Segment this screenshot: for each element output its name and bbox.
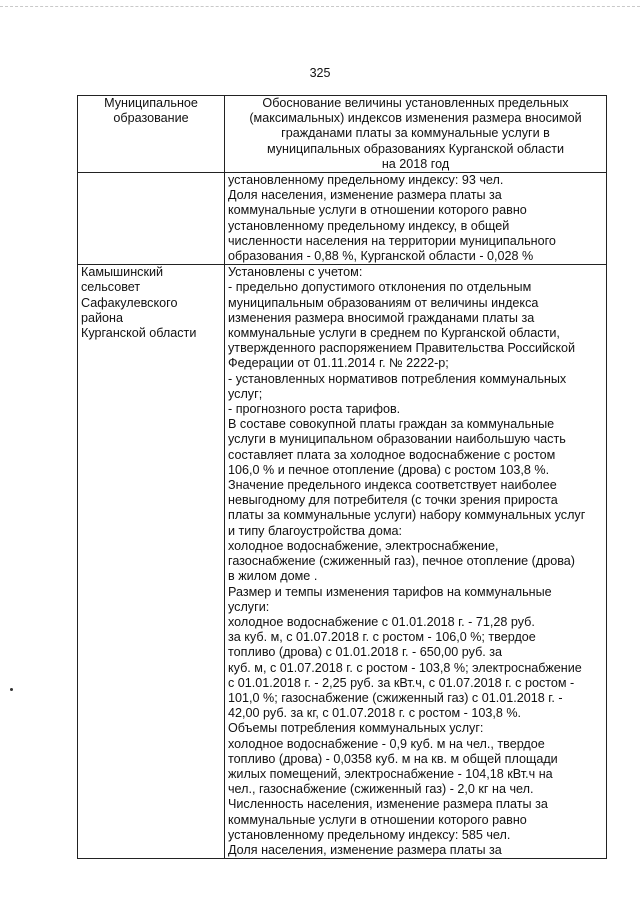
text-line: установленному предельному индексу, в общей	[228, 218, 510, 233]
text-line: Доля населения, изменение размера платы за	[228, 188, 502, 203]
text-line: 42,00 руб. за кг, с 01.07.2018 г. с ростом - 103,8 %.	[228, 706, 522, 721]
text-line: составляет плата за холодное водоснабжение с ростом	[228, 447, 556, 462]
text-line: утвержденного распоряжением Правительства Российской	[228, 341, 576, 356]
text-line: Камышинский	[81, 265, 164, 280]
text-line: Сафакулевского	[81, 295, 178, 310]
text-line: коммунальные услуги в среднем по Курганской области,	[228, 326, 560, 341]
text-line: - установленных нормативов потребления коммунальных	[228, 371, 567, 386]
page-number: 325	[309, 66, 331, 80]
text-line: чел., газоснабжение (сжиженный газ) - 2,0 кг на чел.	[228, 782, 534, 797]
text-line: за куб. м, с 01.07.2018 г. с ростом - 106,0 %; твердое	[228, 630, 536, 645]
text-line: Муниципальное	[104, 96, 198, 110]
text-line: численности населения на территории муниципального	[228, 233, 556, 248]
text-line: Значение предельного индекса соответствует наиболее	[228, 478, 557, 493]
text-line: куб. м, с 01.07.2018 г. с ростом - 103,8 %; электроснабжение	[228, 660, 582, 675]
text-line: (максимальных) индексов изменения размера вносимой	[249, 111, 582, 126]
header-justification	[225, 96, 607, 173]
text-line: в жилом доме .	[228, 569, 318, 584]
text-line: Доля населения, изменение размера платы за	[228, 842, 502, 857]
text-line: установленному предельному индексу: 585 чел.	[228, 827, 511, 842]
text-line: с 01.01.2018 г. - 2,25 руб. за кВт.ч, с 01.07.2018 г. с ростом -	[228, 675, 575, 690]
cell-municipality-name	[78, 265, 225, 859]
text-line: на 2018 год	[381, 156, 450, 171]
text-line: В составе совокупной платы граждан за коммунальные	[228, 417, 555, 432]
text-line: платы за коммунальные услуги) набору коммунальных услуг	[228, 508, 586, 523]
scan-dot-mark	[10, 688, 13, 691]
text-line: муниципальных образованиях Курганской области	[266, 141, 565, 156]
text-line: 101,0 %; газоснабжение (сжиженный газ) с 01.01.2018 г. -	[228, 690, 563, 705]
text-line: Объемы потребления коммунальных услуг:	[228, 721, 484, 736]
text-line: Размер и темпы изменения тарифов на коммунальные	[228, 584, 552, 599]
text-line: коммунальные услуги в отношении которого равно	[228, 203, 527, 218]
text-line: жилых помещений, электроснабжение - 104,18 кВт.ч на	[228, 766, 553, 781]
text-line: холодное водоснабжение, электроснабжение,	[228, 538, 499, 553]
text-line: 106,0 % и печное отопление (дрова) с ростом 103,8 %.	[228, 462, 550, 477]
scan-edge-line	[0, 6, 640, 7]
text-line: и типу благоустройства дома:	[228, 523, 403, 538]
cell-justification-text	[225, 265, 607, 859]
text-line: сельсовет	[81, 280, 141, 295]
text-line: образование	[113, 111, 189, 126]
text-line: холодное водоснабжение - 0,9 куб. м на чел., твердое	[228, 736, 545, 751]
text-line: муниципальным образованиям от величины индекса	[228, 295, 539, 310]
text-line: услуги в муниципальном образовании наибольшую часть	[228, 432, 566, 447]
text-line: Обоснование величины установленных предельных	[262, 96, 569, 110]
justification-table	[77, 95, 607, 859]
text-line: изменения размера вносимой гражданами платы за	[228, 310, 535, 325]
text-line: холодное водоснабжение с 01.01.2018 г. - 71,28 руб.	[228, 614, 535, 629]
text-line: невыгодному для потребителя (с точки зрения прироста	[228, 493, 558, 508]
text-line: установленному предельному индексу: 93 чел.	[228, 173, 504, 188]
text-line: услуги:	[228, 599, 270, 614]
text-line: Численность населения, изменение размера платы за	[228, 797, 548, 812]
text-line: - предельно допустимого отклонения по отдельным	[228, 280, 532, 295]
text-line: Курганской области	[81, 326, 197, 341]
cell-municipality-previous	[78, 173, 225, 265]
table-row-kamyshinsky	[78, 265, 607, 859]
text-line: Федерации от 01.11.2014 г. № 2222-р;	[228, 356, 449, 371]
text-line: услуг;	[228, 386, 263, 401]
text-line: Установлены с учетом:	[228, 265, 363, 280]
table-row-continuation	[78, 173, 607, 265]
text-line: топливо (дрова) с 01.01.2018 г. - 650,00 руб. за	[228, 645, 503, 660]
text-line: топливо (дрова) - 0,0358 куб. м на кв. м общей площади	[228, 751, 558, 766]
text-line: коммунальные услуги в отношении которого равно	[228, 812, 527, 827]
cell-justification-previous	[225, 173, 607, 265]
table-header-row	[78, 96, 607, 173]
header-municipality	[78, 96, 225, 173]
text-line: образования - 0,88 %, Курганской области - 0,028 %	[228, 249, 534, 264]
text-line: гражданами платы за коммунальные услуги в	[281, 126, 550, 141]
text-line: газоснабжение (сжиженный газ), печное отопление (дрова)	[228, 554, 575, 569]
text-line: района	[81, 310, 124, 325]
text-line: - прогнозного роста тарифов.	[228, 402, 401, 417]
